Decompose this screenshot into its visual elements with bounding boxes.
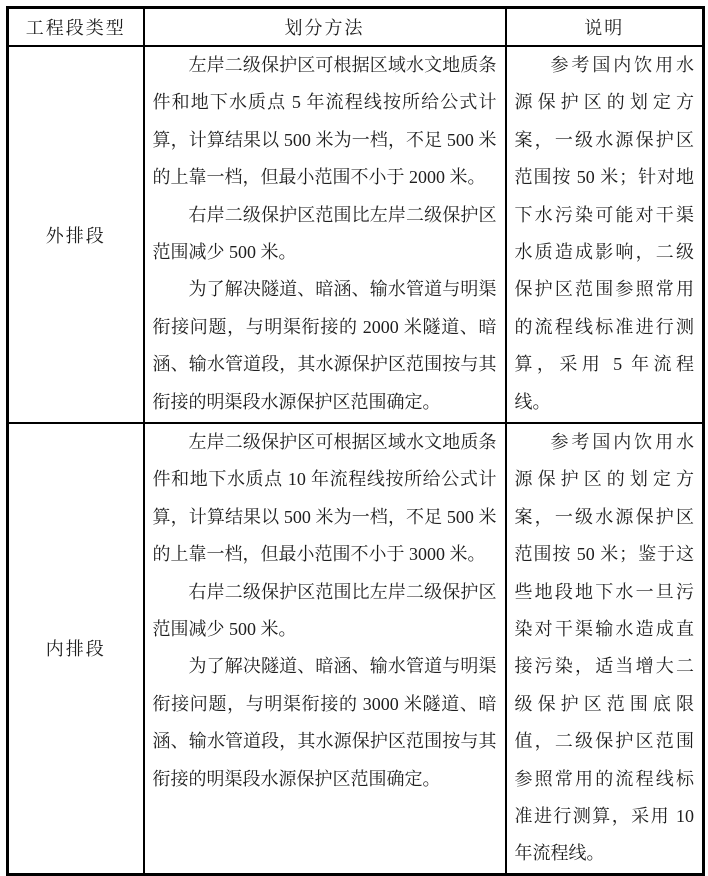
method-paragraph: 左岸二级保护区可根据区域水文地质条件和地下水质点 10 年流程线按所给公式计算，计算结果以 500 米为一档，不足 500 米的上靠一档，但最小范围不小于 3000 米。	[152, 432, 497, 565]
note-cell	[506, 423, 704, 874]
table-row-outer-segment	[8, 46, 704, 423]
note-paragraph: 参考国内饮用水源保护区的划定方案，一级水源保护区范围按 50 米；鉴于这些地段地下水一旦污染对干渠输水造成直接污染，适当增大二级保护区范围底限值，二级保护区范围参照常用的流程线标准进行测算，采用 10 年流程线。	[514, 432, 694, 864]
method-paragraph: 左岸二级保护区可根据区域水文地质条件和地下水质点 5 年流程线按所给公式计算，计算结果以 500 米为一档，不足 500 米的上靠一档，但最小范围不小于 2000 米。	[152, 55, 497, 188]
header-division-method: 划分方法	[144, 8, 506, 47]
header-segment-type: 工程段类型	[8, 8, 144, 47]
segment-type-cell: 内排段	[8, 423, 144, 874]
method-paragraph: 为了解决隧道、暗涵、输水管道与明渠衔接问题，与明渠衔接的 3000 米隧道、暗涵、输水管道段，其水源保护区范围按与其衔接的明渠段水源保护区范围确定。	[152, 656, 497, 789]
note-cell	[506, 46, 704, 423]
header-note: 说明	[506, 8, 704, 47]
segment-type-cell: 外排段	[8, 46, 144, 423]
division-method-cell	[144, 423, 506, 874]
method-paragraph: 为了解决隧道、暗涵、输水管道与明渠衔接问题，与明渠衔接的 2000 米隧道、暗涵、输水管道段，其水源保护区范围按与其衔接的明渠段水源保护区范围确定。	[152, 279, 497, 412]
note-paragraph: 参考国内饮用水源保护区的划定方案，一级水源保护区范围按 50 米；针对地下水污染可能对干渠水质造成影响，二级保护区范围参照常用的流程线标准进行测算，采用 5 年流程线。	[514, 55, 694, 412]
method-paragraph: 右岸二级保护区范围比左岸二级保护区范围减少 500 米。	[152, 204, 497, 263]
segment-division-table	[6, 6, 705, 876]
method-paragraph: 右岸二级保护区范围比左岸二级保护区范围减少 500 米。	[152, 581, 497, 640]
table-row-inner-segment	[8, 423, 704, 874]
table-header-row	[8, 8, 704, 47]
division-method-cell	[144, 46, 506, 423]
